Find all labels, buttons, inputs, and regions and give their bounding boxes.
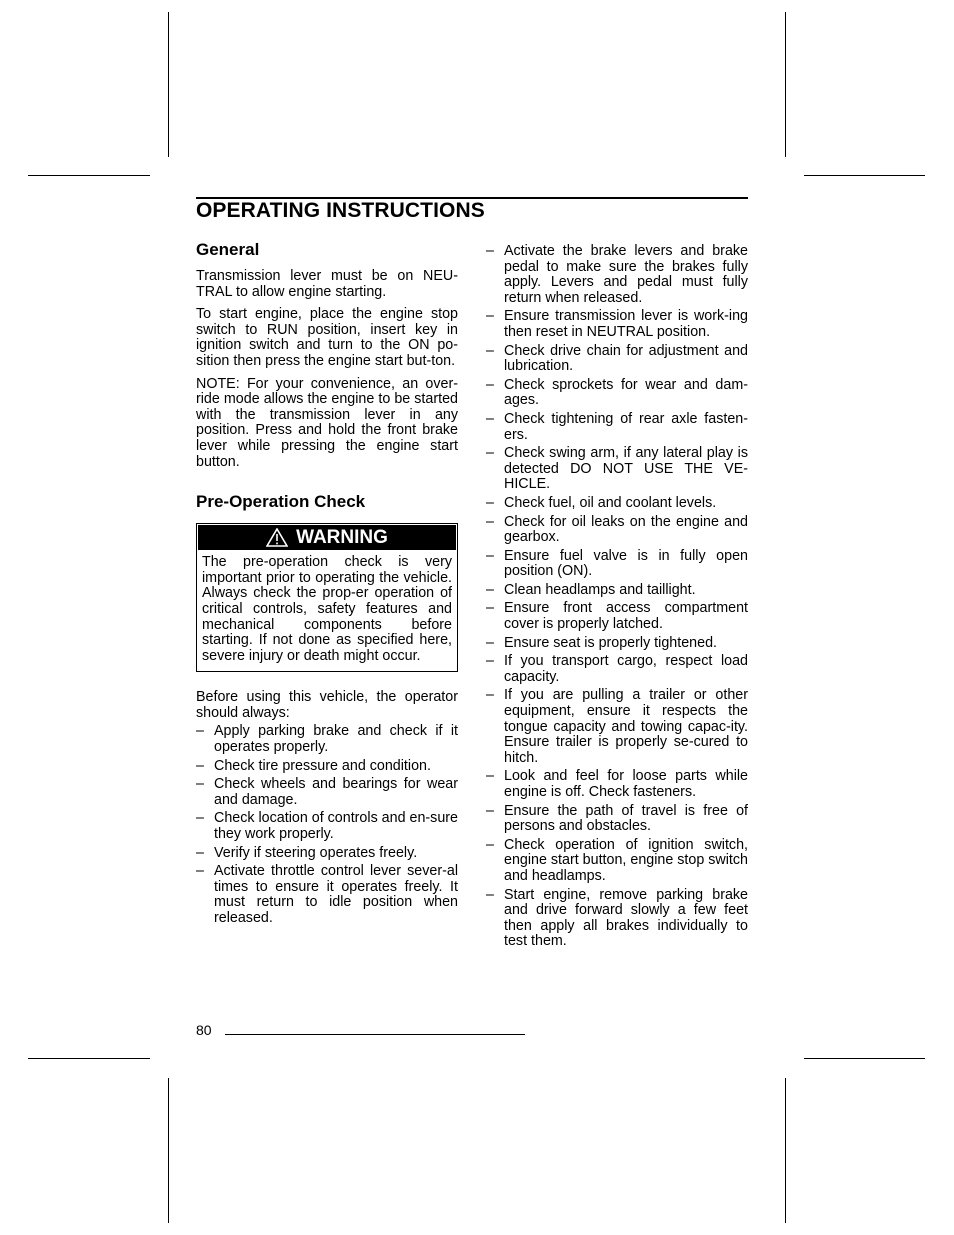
warning-label: WARNING	[296, 526, 388, 548]
list-item: – Activate throttle control lever sever-al times to ensure it operates freely. It must return to idle position when released.	[196, 864, 458, 926]
list-item: – Clean headlamps and taillight.	[486, 583, 748, 599]
crop-mark-bottom-left-vertical	[168, 1078, 169, 1223]
list-item: – Ensure fuel valve is in fully open position (ON).	[486, 549, 748, 580]
note-text: For your convenience, an over-ride mode allows the engine to be started with the transmission lever in any position. Press and hold the front brake lever while pressing the engine start button.	[196, 375, 458, 470]
list-item: – Check location of controls and en-sure they work properly.	[196, 811, 458, 842]
list-item: – Ensure front access compartment cover is properly latched.	[486, 601, 748, 632]
list-item: – Check wheels and bearings for wear and damage.	[196, 777, 458, 808]
note-label: NOTE:	[196, 375, 240, 392]
footer-rule	[225, 1034, 525, 1035]
list-item: – If you transport cargo, respect load capacity.	[486, 654, 748, 685]
list-item: – Check operation of ignition switch, engine start button, engine stop switch and headlamps.	[486, 838, 748, 885]
pre-operation-intro: Before using this vehicle, the operator should always:	[196, 689, 458, 721]
list-item: – If you are pulling a trailer or other equipment, ensure it respects the tongue capacity and towing capac-ity. Ensure trailer is properly se-cured to hitch.	[486, 688, 748, 766]
list-item: – Start engine, remove parking brake and drive forward slowly a few feet then apply all brakes individually to test them.	[486, 888, 748, 950]
list-item: – Ensure the path of travel is free of persons and obstacles.	[486, 804, 748, 835]
crop-mark-bottom-right-horizontal	[804, 1058, 925, 1059]
right-checklist	[486, 244, 748, 950]
list-item: – Check sprockets for wear and dam-ages.	[486, 378, 748, 409]
list-item: – Verify if steering operates freely.	[196, 846, 458, 862]
list-item: – Check tire pressure and condition.	[196, 759, 458, 775]
crop-mark-top-left-vertical	[168, 12, 169, 157]
section-heading-pre-operation: Pre-Operation Check	[196, 492, 366, 512]
crop-mark-top-right-vertical	[785, 12, 786, 157]
warning-triangle-icon	[266, 528, 288, 547]
warning-text: The pre-operation check is very important prior to operating the vehicle. Always check the prop-er operation of critical controls, safety features and mechanical components before starting. If not done as specified here, severe injury or death might occur.	[202, 554, 452, 664]
right-column	[486, 244, 748, 953]
section-heading-general: General	[196, 240, 260, 259]
list-item: – Check fuel, oil and coolant levels.	[486, 496, 748, 512]
page-title: OPERATING INSTRUCTIONS	[196, 199, 485, 222]
crop-mark-top-left-horizontal	[28, 175, 150, 176]
list-item: – Ensure transmission lever is work-ing then reset in NEUTRAL position.	[486, 309, 748, 340]
list-item: – Activate the brake levers and brake pedal to make sure the brakes fully apply. Levers and pedal must fully return when released.	[486, 244, 748, 306]
warning-header	[198, 525, 456, 550]
general-note	[196, 377, 458, 471]
crop-mark-bottom-right-vertical	[785, 1078, 786, 1223]
list-item: – Look and feel for loose parts while engine is off. Check fasteners.	[486, 769, 748, 800]
list-item: – Check drive chain for adjustment and lubrication.	[486, 344, 748, 375]
list-item: – Apply parking brake and check if it operates properly.	[196, 724, 458, 755]
page-number: 80	[196, 1022, 212, 1038]
warning-box	[196, 523, 458, 672]
crop-mark-top-right-horizontal	[804, 175, 925, 176]
page-footer	[196, 1022, 525, 1038]
left-checklist	[196, 724, 458, 926]
list-item: – Check tightening of rear axle fasten-ers.	[486, 412, 748, 443]
general-paragraph-2: To start engine, place the engine stop switch to RUN position, insert key in ignition switch and turn to the ON po-sition then press the engine start but-ton.	[196, 306, 458, 369]
general-paragraph-1: Transmission lever must be on NEU-TRAL to allow engine starting.	[196, 268, 458, 300]
left-column	[196, 240, 458, 930]
list-item: – Check swing arm, if any lateral play is detected DO NOT USE THE VE-HICLE.	[486, 446, 748, 493]
list-item: – Ensure seat is properly tightened.	[486, 636, 748, 652]
list-item: – Check for oil leaks on the engine and gearbox.	[486, 515, 748, 546]
crop-mark-bottom-left-horizontal	[28, 1058, 150, 1059]
